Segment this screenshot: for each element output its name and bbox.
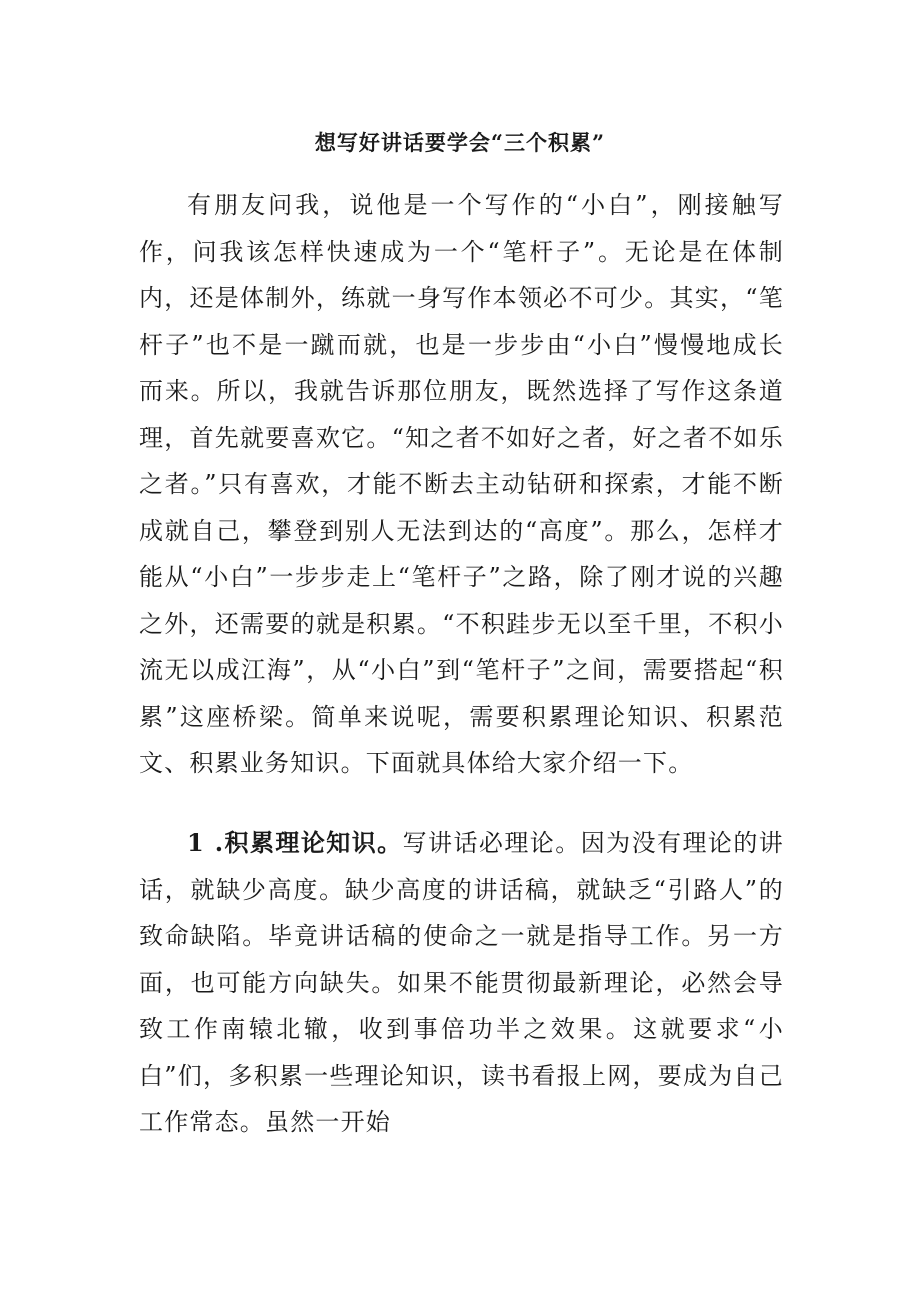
paragraph-text: 有朋友问我，说他是一个写作的“小白”，刚接触写作，问我该怎样快速成为一个“笔杆子”。无论是在体制内，还是体制外，练就一身写作本领必不可少。其实，“笔杆子”也不是一蹴而就，也是一步步由“小白”慢慢地成长而来。所以，我就告诉那位朋友，既然选择了写作这条道理，首先就要喜欢它。“知之者不如好之者，好之者不如乐之者。”只有喜欢，才能不断去主动钻研和探索，才能不断成就自己，攀登到别人无法到达的“高度”。那么，怎样才能从“小白”一步步走上“笔杆子”之路，除了刚才说的兴趣之外，还需要的就是积累。“不积跬步无以至千里，不积小流无以成江海”，从“小白”到“笔杆子”之间，需要搭起“积累”这座桥梁。简单来说呢，需要积累理论知识、积累范文、积累业务知识。下面就具体给大家介绍一下。 <box>139 191 784 777</box>
body-paragraph-section-1 <box>139 820 784 1146</box>
section-heading-inline: 1 .积累理论知识。 <box>187 828 403 857</box>
document-title: 想写好讲话要学会“三个积累” <box>314 130 606 155</box>
body-paragraph-intro <box>139 182 784 787</box>
paragraph-text: 写讲话必理论。因为没有理论的讲话，就缺少高度。缺少高度的讲话稿，就缺乏“引路人”的致命缺陷。毕竟讲话稿的使命之一就是指导工作。另一方面，也可能方向缺失。如果不能贯彻最新理论，必然会导致工作南辕北辙，收到事倍功半之效果。这就要求“小白”们，多积累一些理论知识，读书看报上网，要成为自己工作常态。虽然一开始 <box>139 829 784 1136</box>
